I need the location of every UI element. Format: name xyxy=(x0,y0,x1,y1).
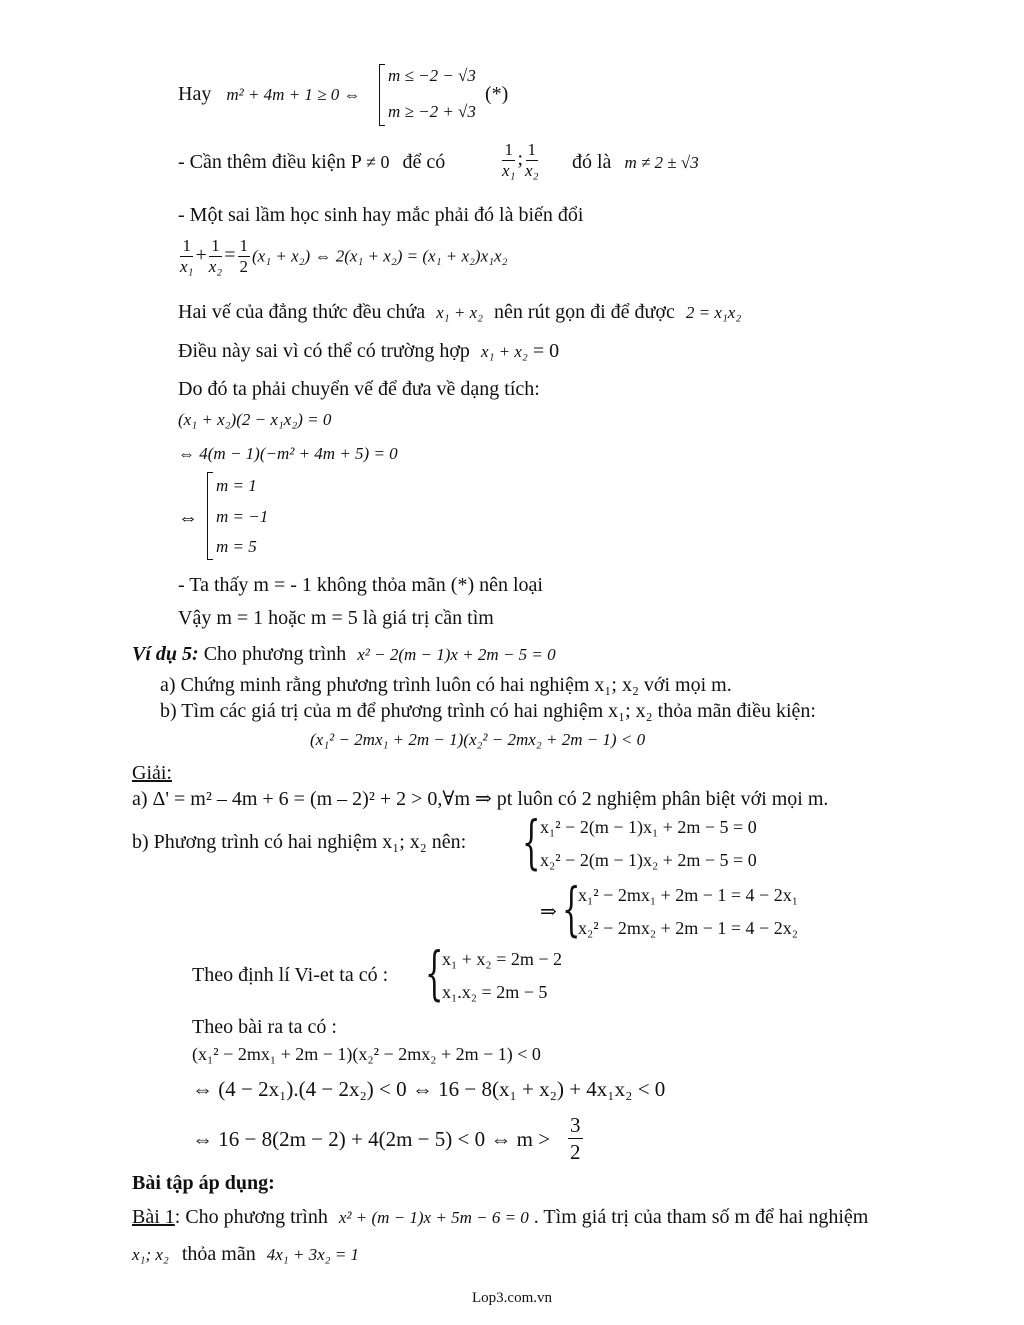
example-5 xyxy=(132,642,556,667)
solution-part-b: b) Phương trình có hai nghiệm x₁; x₂ nên: xyxy=(132,831,467,853)
example-5-label: Ví dụ 5: xyxy=(132,643,199,665)
exercise-heading: Bài tập áp dụng: xyxy=(132,1172,275,1194)
f-num-1: 1 xyxy=(182,236,191,255)
solution-heading: Giải: xyxy=(132,762,172,784)
solution-part-a: a) Δ' = m² – 4m + 6 = (m – 2)² + 2 > 0,∀m ⇒ pt luôn có 2 nghiệm phân biệt với mọi m. xyxy=(132,788,829,810)
frac1-den: x₁ xyxy=(502,161,516,180)
exercise-1-equation-2: 4x₁ + 3x₂ = 1 xyxy=(266,1245,360,1264)
math-sum-2: x₁ + x₂ xyxy=(480,342,528,361)
calc-step-2: ⇔ (4 − 2x₁).(4 − 2x₂) < 0 ⇔ 16 − 8(x₁ + x₂) + 4x₁x₂ < 0 xyxy=(192,1077,666,1101)
calc-step-3 xyxy=(192,1127,550,1151)
frac-den-2: 2 xyxy=(570,1140,581,1164)
math-product: 2 = x₁x₂ xyxy=(685,303,742,322)
frac2-num: 1 xyxy=(527,140,537,159)
text-mistake: - Một sai lầm học sinh hay mắc phải đó là biến đổi xyxy=(178,204,584,226)
text-reduce: nên rút gọn đi để được xyxy=(494,301,675,323)
footer-source: Lop3.com.vn xyxy=(472,1290,552,1306)
f-den-2: x₂ xyxy=(208,257,223,276)
f-den-1: x₁ xyxy=(180,257,194,276)
math-sum: x₁ + x₂ xyxy=(436,303,484,322)
text-hay: Hay xyxy=(178,83,212,105)
frac-sep: ; xyxy=(517,148,524,171)
system-2-eq-2: x₂² − 2mx₂ + 2m − 1 = 4 − 2x₂ xyxy=(578,918,798,938)
math-inequality: m² + 4m + 1 ≥ 0 ⇔ xyxy=(226,85,361,104)
text-reject: - Ta thấy m = - 1 không thỏa mãn (*) nên loại xyxy=(178,574,543,596)
exercise-1-text: : Cho phương trình xyxy=(174,1206,328,1228)
example-5-part-a: a) Chứng minh rằng phương trình luôn có hai nghiệm x₁; x₂ với mọi m. xyxy=(160,674,732,696)
system-1-eq-1: x₁² − 2(m − 1)x₁ + 2m − 5 = 0 xyxy=(540,817,757,837)
vieta-text: Theo định lí Vi-et ta có : xyxy=(192,964,389,986)
text-wrong: Điều này sai vì có thể có trường hợp xyxy=(178,340,470,362)
math-wrong-transform xyxy=(178,236,508,277)
frac-pair xyxy=(500,140,541,181)
implies-arrow: ⇒ xyxy=(540,901,557,923)
calc-step-1: (x₁² − 2mx₁ + 2m − 1)(x₂² − 2mx₂ + 2m − 1) < 0 xyxy=(192,1044,541,1064)
text-do-la: đó là xyxy=(572,151,612,173)
vieta-brace: { xyxy=(425,939,444,1007)
solution-bracket xyxy=(207,472,213,560)
math-eq-zero: = 0 xyxy=(532,340,560,362)
eq: = xyxy=(224,244,236,267)
line-condition-end xyxy=(572,150,699,175)
math-ne-zero: ≠ 0 xyxy=(366,152,390,172)
exercise-1-condition xyxy=(132,1242,359,1267)
math-case-2: m ≥ −2 + √3 xyxy=(388,102,476,121)
exercise-1-equation: x² + (m − 1)x + 5m − 6 = 0 xyxy=(338,1208,529,1227)
text-conclusion: Vậy m = 1 hoặc m = 5 là giá trị cần tìm xyxy=(178,607,494,629)
vieta-sum: x₁ + x₂ = 2m − 2 xyxy=(442,949,563,969)
f-rest: (x₁ + x₂) ⇔ 2(x₁ + x₂) = (x₁ + x₂)x₁x₂ xyxy=(252,246,508,266)
exercise-1 xyxy=(132,1205,868,1230)
plus: + xyxy=(195,244,207,267)
frac2-den: x₂ xyxy=(525,161,539,180)
equiv-symbol: ⇔ xyxy=(178,507,198,529)
text-product-form: Do đó ta phải chuyển vế để đưa về dạng tích: xyxy=(178,378,540,400)
example-5-part-b: b) Tìm các giá trị của m để phương trình có hai nghiệm x₁; x₂ thỏa mãn điều kiện: xyxy=(160,700,816,722)
example-5-condition: (x₁² − 2mx₁ + 2m − 1)(x₂² − 2mx₂ + 2m − 1) < 0 xyxy=(310,730,646,749)
math-step-1: (x₁ + x₂)(2 − x₁x₂) = 0 xyxy=(178,410,332,429)
exercise-1-roots: x₁; x₂ xyxy=(132,1245,169,1264)
line-condition xyxy=(178,150,445,174)
calc-step-3-text: ⇔ 16 − 8(2m − 2) + 4(2m − 5) < 0 ⇔ m > xyxy=(192,1127,551,1151)
math-m-ne: m ≠ 2 ± √3 xyxy=(624,153,699,172)
line-wrong xyxy=(178,339,559,364)
solution-1: m = 1 xyxy=(216,476,257,495)
text-condition: - Cần thêm điều kiện P xyxy=(178,151,362,173)
text-both-sides: Hai vế của đẳng thức đều chứa xyxy=(178,301,426,323)
f-num-2: 1 xyxy=(211,236,220,255)
system-1-eq-2: x₂² − 2(m − 1)x₂ + 2m − 5 = 0 xyxy=(540,850,757,870)
f-num-3: 1 xyxy=(239,236,248,255)
f-den-3: 2 xyxy=(239,257,248,276)
frac-num-3: 3 xyxy=(570,1113,581,1137)
frac-three-halves xyxy=(566,1112,585,1165)
vieta-product: x₁.x₂ = 2m − 5 xyxy=(442,982,548,1002)
system-2-eq-1: x₁² − 2mx₁ + 2m − 1 = 4 − 2x₁ xyxy=(578,885,798,905)
line-both-sides xyxy=(178,300,741,325)
solution-3: m = 5 xyxy=(216,537,257,556)
math-case-1: m ≤ −2 − √3 xyxy=(388,66,476,85)
solution-2: m = −1 xyxy=(216,507,269,526)
math-step-2: ⇔ 4(m − 1)(−m² + 4m + 5) = 0 xyxy=(178,444,398,463)
example-5-equation: x² − 2(m − 1)x + 2m − 5 = 0 xyxy=(357,645,556,664)
or-bracket xyxy=(379,64,385,126)
exercise-1-text-2: . Tìm giá trị của tham số m để hai nghiệm xyxy=(533,1206,869,1228)
text-de-co: để có xyxy=(402,151,446,173)
exercise-1-satisfy: thỏa mãn xyxy=(181,1243,256,1265)
frac1-num: 1 xyxy=(504,140,513,159)
text-per-problem: Theo bài ra ta có : xyxy=(192,1016,337,1038)
star-label: (*) xyxy=(485,83,509,105)
system-brace-2: { xyxy=(562,875,581,943)
system-brace-1: { xyxy=(522,808,541,876)
example-5-text: Cho phương trình xyxy=(203,643,347,665)
exercise-1-label: Bài 1 xyxy=(132,1206,175,1228)
line-hay xyxy=(178,82,361,107)
